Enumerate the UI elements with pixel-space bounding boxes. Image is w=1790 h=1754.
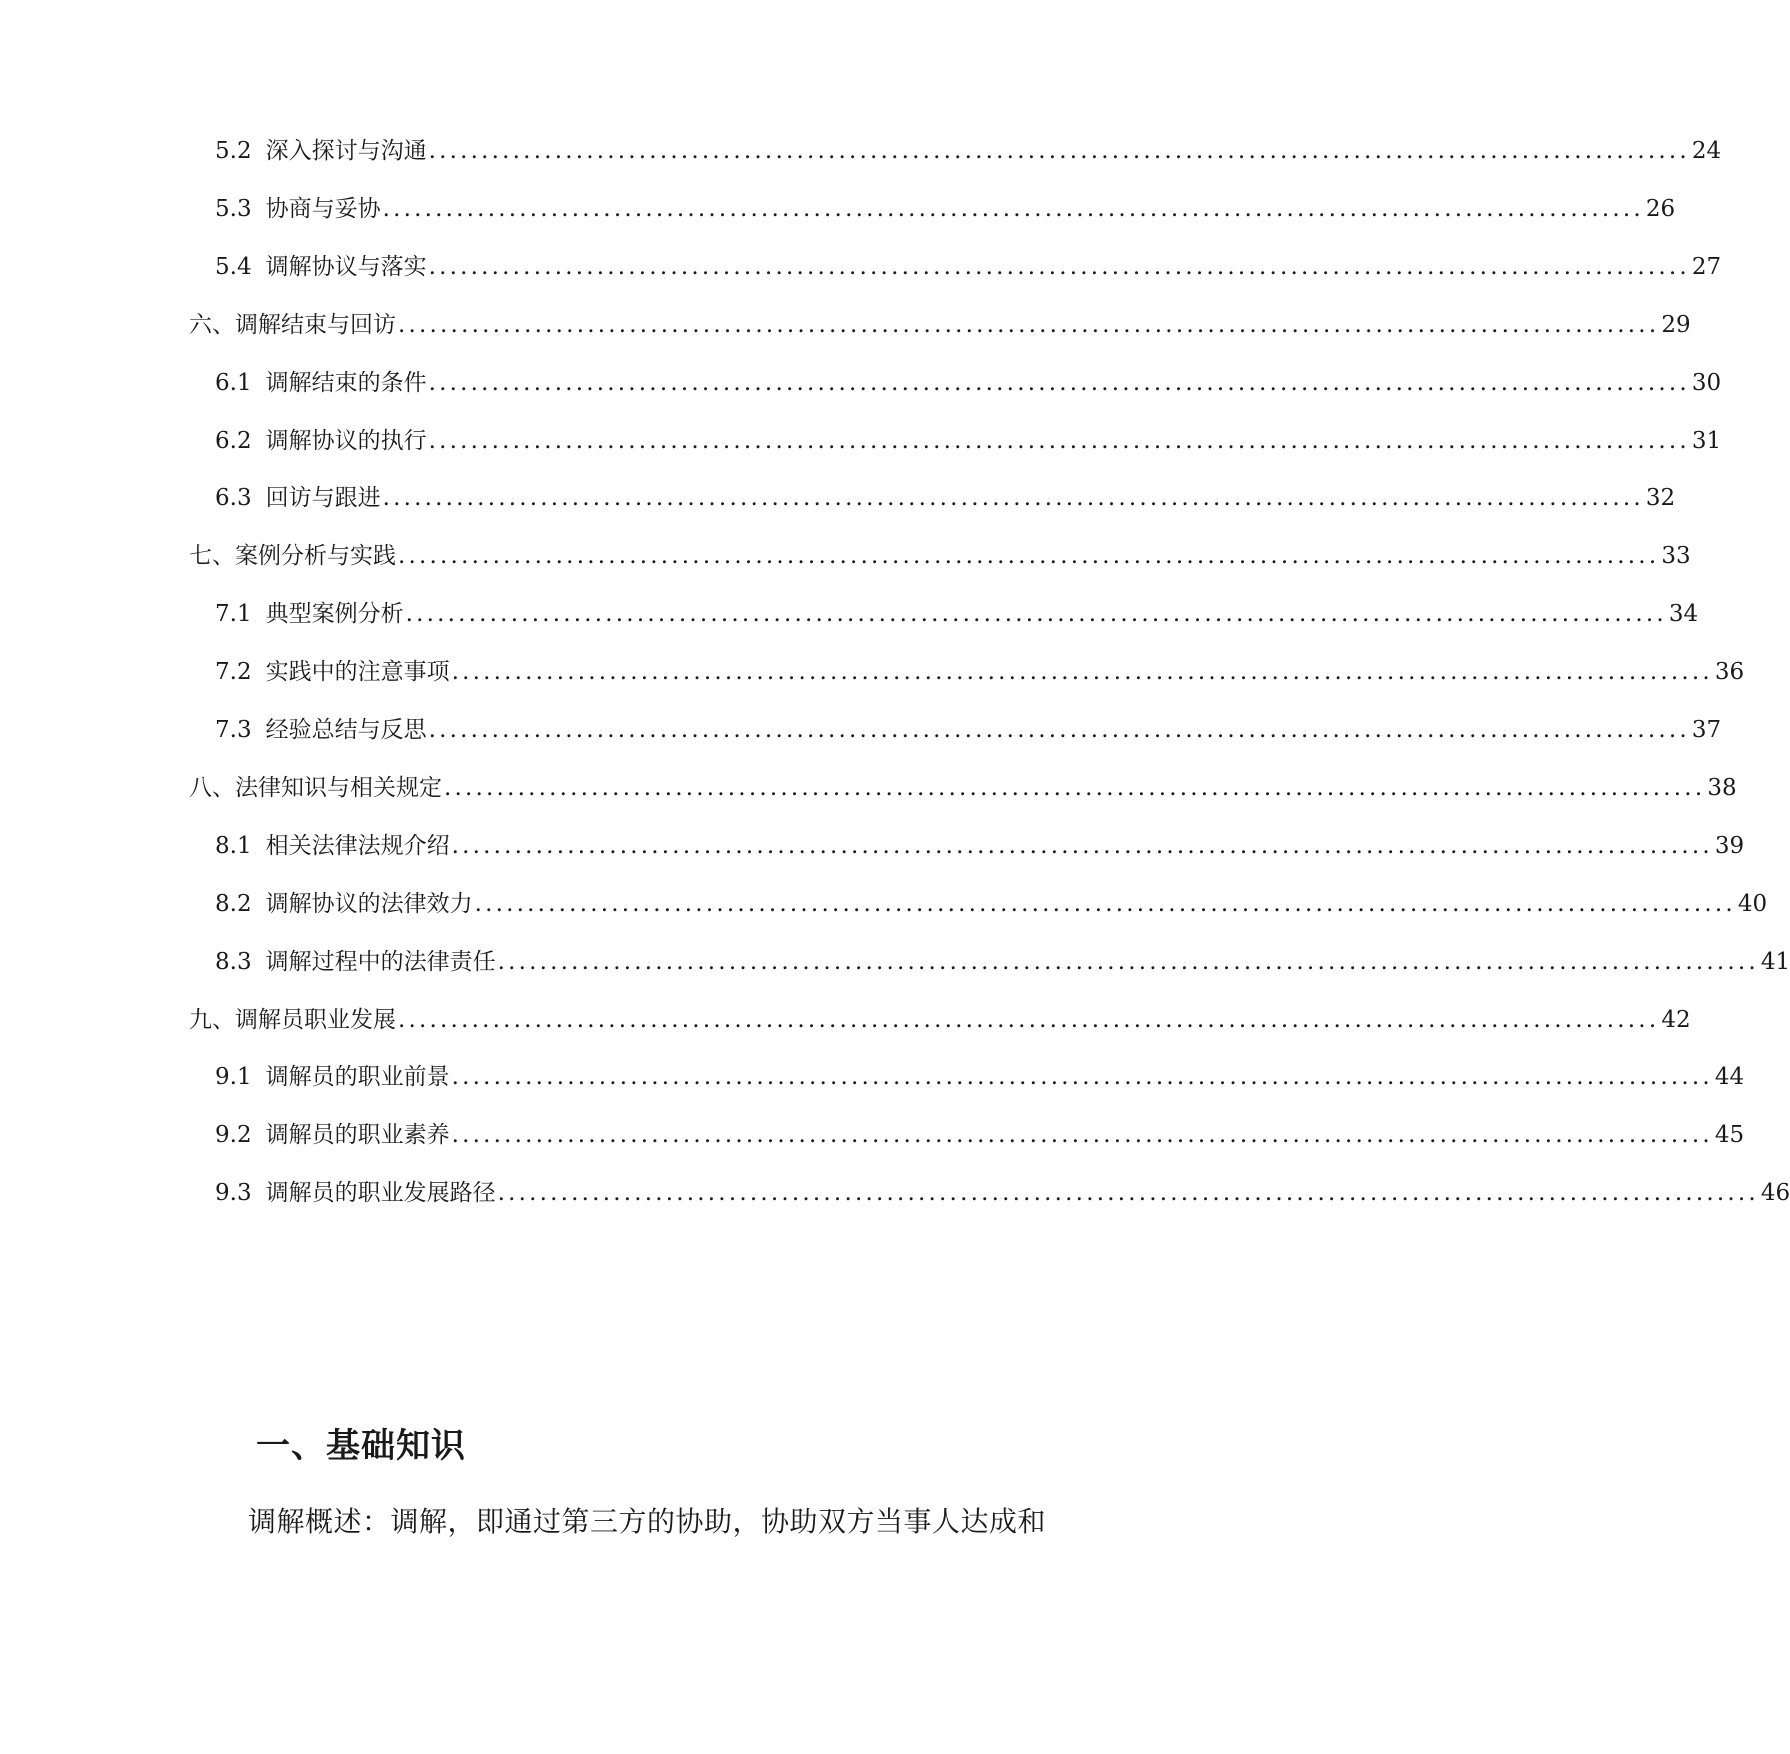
toc-entry-title: 深入探讨与沟通	[265, 138, 427, 164]
toc-entry-page: 33	[1661, 543, 1691, 569]
toc-entry[interactable]	[215, 652, 1745, 692]
toc-entry[interactable]	[215, 131, 1722, 171]
toc-leader-dots: ........................................................................................................................	[398, 1007, 1660, 1033]
toc-entry-title: 八、法律知识与相关规定	[189, 775, 442, 801]
toc-entry-number: 9.3	[215, 1180, 252, 1206]
toc-leader-dots: ........................................................................................................................	[428, 370, 1690, 396]
toc-entry-page: 32	[1645, 485, 1676, 511]
toc-entry-page: 36	[1714, 659, 1745, 685]
toc-entry-number: 8.3	[215, 949, 252, 975]
toc-entry-page: 40	[1737, 891, 1768, 917]
toc-leader-dots: ........................................................................................................................	[444, 775, 1706, 801]
toc-entry-number: 6.1	[215, 370, 252, 396]
toc-entry-title: 七、案例分析与实践	[189, 543, 396, 569]
toc-entry[interactable]	[215, 1115, 1745, 1155]
toc-entry-title: 回访与跟进	[265, 485, 381, 511]
toc-entry[interactable]	[215, 1173, 1790, 1213]
toc-entry-title: 调解协议与落实	[265, 254, 427, 280]
toc-chapter-entry[interactable]	[189, 305, 1691, 345]
toc-entry[interactable]	[215, 884, 1768, 924]
toc-entry-number: 6.3	[215, 485, 252, 511]
toc-entry-number: 6.2	[215, 428, 252, 454]
toc-entry-number: 8.2	[215, 891, 252, 917]
toc-entry[interactable]	[215, 421, 1722, 461]
toc-entry-page: 31	[1691, 428, 1722, 454]
toc-entry[interactable]	[215, 710, 1722, 750]
toc-entry-number: 7.3	[215, 717, 252, 743]
toc-entry-number: 5.3	[215, 196, 252, 222]
toc-leader-dots: ........................................................................................................................	[428, 254, 1690, 280]
toc-entry-page: 29	[1661, 312, 1691, 338]
toc-leader-dots: ........................................................................................................................	[451, 833, 1713, 859]
toc-entry-page: 46	[1760, 1180, 1790, 1206]
toc-entry-page: 27	[1691, 254, 1722, 280]
toc-leader-dots: ........................................................................................................................	[451, 1064, 1713, 1090]
toc-entry-page: 30	[1691, 370, 1722, 396]
toc-entry-title: 调解员的职业前景	[265, 1064, 450, 1090]
toc-entry-number: 7.2	[215, 659, 252, 685]
toc-chapter-entry[interactable]	[189, 768, 1737, 808]
toc-entry-number: 8.1	[215, 833, 252, 859]
toc-leader-dots: ........................................................................................................................	[428, 717, 1690, 743]
toc-entry-page: 37	[1691, 717, 1722, 743]
toc-leader-dots: ........................................................................................................................	[497, 1180, 1759, 1206]
toc-entry-title: 相关法律法规介绍	[265, 833, 450, 859]
toc-entry-number: 5.4	[215, 254, 252, 280]
toc-entry-title: 经验总结与反思	[265, 717, 427, 743]
toc-entry-title: 调解协议的执行	[265, 428, 427, 454]
toc-leader-dots: ........................................................................................................................	[382, 485, 1644, 511]
toc-entry-page: 39	[1714, 833, 1745, 859]
toc-chapter-entry[interactable]	[189, 1000, 1691, 1040]
toc-entry-title: 调解协议的法律效力	[265, 891, 473, 917]
toc-entry[interactable]	[215, 942, 1790, 982]
toc-entry-page: 42	[1661, 1007, 1691, 1033]
toc-leader-dots: ........................................................................................................................	[428, 138, 1690, 164]
toc-leader-dots: ........................................................................................................................	[428, 428, 1690, 454]
toc-leader-dots: ........................................................................................................................	[497, 949, 1759, 975]
toc-leader-dots: ........................................................................................................................	[451, 659, 1713, 685]
toc-leader-dots: ........................................................................................................................	[451, 1122, 1713, 1148]
toc-entry-title: 调解结束的条件	[265, 370, 427, 396]
toc-entry-page: 44	[1714, 1064, 1745, 1090]
body-paragraph: 调解概述：调解，即通过第三方的协助，协助双方当事人达成和	[248, 1505, 1047, 1538]
toc-leader-dots: ........................................................................................................................	[405, 601, 1667, 627]
toc-entry-title: 典型案例分析	[265, 601, 404, 627]
toc-entry-number: 9.2	[215, 1122, 252, 1148]
toc-entry[interactable]	[215, 478, 1676, 518]
toc-entry-number: 7.1	[215, 601, 252, 627]
toc-entry-title: 调解过程中的法律责任	[265, 949, 496, 975]
toc-chapter-entry[interactable]	[189, 536, 1691, 576]
toc-leader-dots: ........................................................................................................................	[398, 543, 1660, 569]
toc-entry-page: 45	[1714, 1122, 1745, 1148]
toc-entry[interactable]	[215, 826, 1745, 866]
toc-entry-title: 调解员的职业发展路径	[265, 1180, 496, 1206]
toc-entry-page: 26	[1645, 196, 1676, 222]
toc-entry-page: 24	[1691, 138, 1722, 164]
toc-entry[interactable]	[215, 247, 1722, 287]
toc-entry[interactable]	[215, 1057, 1745, 1097]
toc-entry[interactable]	[215, 189, 1676, 229]
toc-entry[interactable]	[215, 594, 1699, 634]
toc-entry-page: 41	[1760, 949, 1790, 975]
toc-leader-dots: ........................................................................................................................	[398, 312, 1660, 338]
toc-entry-number: 5.2	[215, 138, 252, 164]
toc-entry[interactable]	[215, 363, 1722, 403]
toc-entry-page: 34	[1668, 601, 1699, 627]
section-heading: 一、基础知识	[256, 1426, 466, 1466]
toc-entry-title: 实践中的注意事项	[265, 659, 450, 685]
toc-entry-title: 六、调解结束与回访	[189, 312, 396, 338]
toc-entry-number: 9.1	[215, 1064, 252, 1090]
toc-entry-title: 九、调解员职业发展	[189, 1007, 396, 1033]
toc-leader-dots: ........................................................................................................................	[474, 891, 1736, 917]
toc-entry-title: 调解员的职业素养	[265, 1122, 450, 1148]
toc-entry-title: 协商与妥协	[265, 196, 381, 222]
toc-leader-dots: ........................................................................................................................	[382, 196, 1644, 222]
toc-entry-page: 38	[1707, 775, 1737, 801]
